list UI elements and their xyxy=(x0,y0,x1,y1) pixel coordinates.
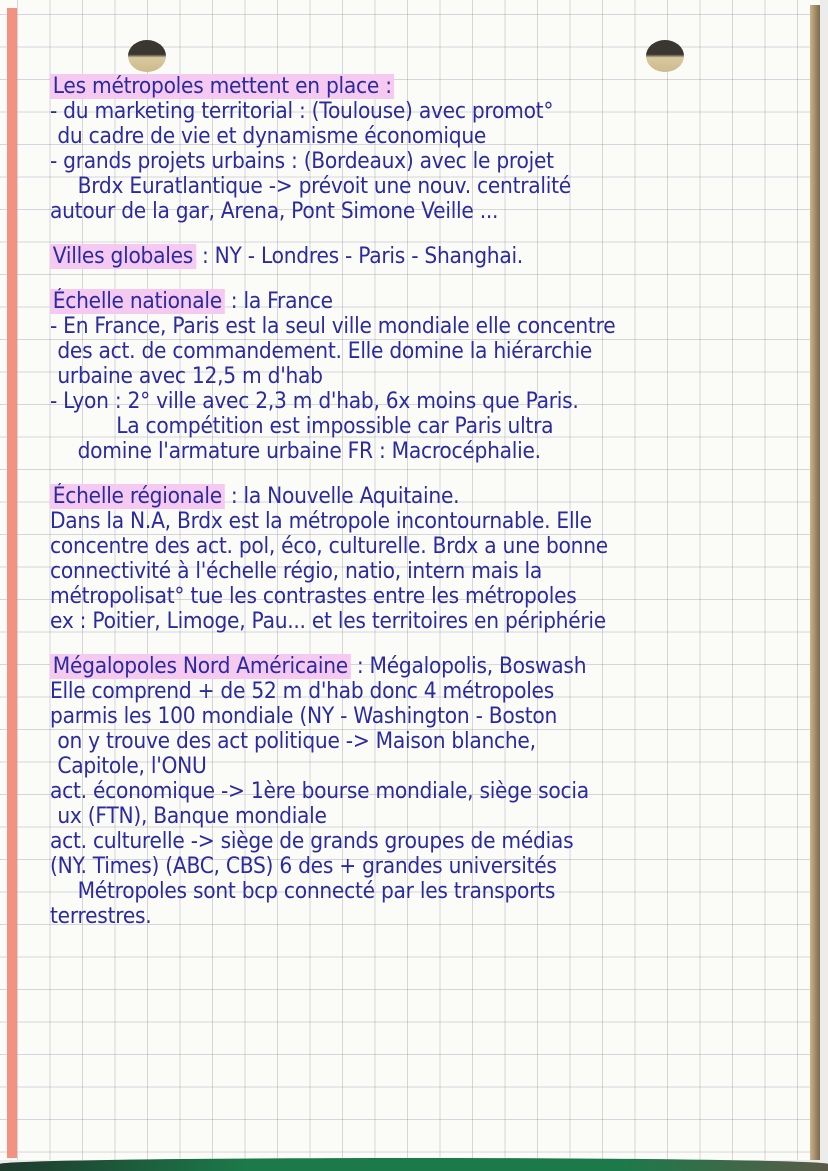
note-line: Elle comprend + de 52 m d'hab donc 4 métropoles xyxy=(50,679,555,704)
note-line: on y trouve des act politique -> Maison blanche, xyxy=(57,729,536,754)
note-line: Dans la N.A, Brdx est la métropole incontournable. Elle xyxy=(50,509,592,534)
note-line: Brdx Euratlantique -> prévoit une nouv. centralité xyxy=(77,174,571,199)
note-line: des act. de commandement. Elle domine la hiérarchie xyxy=(57,339,593,364)
note-line: connectivité à l'échelle régio, natio, intern mais la xyxy=(50,559,543,584)
punch-hole-left xyxy=(128,40,166,72)
punch-hole-right xyxy=(646,40,684,72)
intro-title xyxy=(50,74,760,99)
note-line: - du marketing territorial : (Toulouse) avec promot° xyxy=(50,99,554,124)
note-line: Métropoles sont bcp connecté par les transports xyxy=(77,879,556,904)
handwritten-notes xyxy=(50,74,822,929)
highlight: Les métropoles mettent en place : xyxy=(50,74,395,99)
heading-highlight: Villes globales xyxy=(50,244,196,269)
heading-highlight: Mégalopoles Nord Américaine xyxy=(50,654,351,679)
note-line: - grands projets urbains : (Bordeaux) avec le projet xyxy=(50,149,554,174)
note-line: ex : Poitier, Limoge, Pau... et les territoires en périphérie xyxy=(50,609,606,634)
note-line: parmis les 100 mondiale (NY - Washington - Boston xyxy=(50,704,558,729)
note-line: urbaine avec 12,5 m d'hab xyxy=(57,364,323,389)
note-line: - En France, Paris est la seul ville mondiale elle concentre xyxy=(50,314,616,339)
note-line: ux (FTN), Banque mondiale xyxy=(57,804,327,829)
national-heading: Échelle nationale : la France xyxy=(50,289,760,314)
note-line: domine l'armature urbaine FR : Macrocéphalie. xyxy=(77,439,541,464)
note-line: concentre des act. pol, éco, culturelle. Brdx a une bonne xyxy=(50,534,608,559)
note-line: - Lyon : 2° ville avec 2,3 m d'hab, 6x moins que Paris. xyxy=(50,389,579,414)
note-line: métropolisat° tue les contrastes entre les métropoles xyxy=(50,584,577,609)
heading-highlight: Échelle nationale xyxy=(50,289,225,314)
note-line: act. culturelle -> siège de grands groupes de médias xyxy=(50,829,574,854)
regional-heading: Échelle régionale : la Nouvelle Aquitaine. xyxy=(50,484,760,509)
note-line: autour de la gar, Arena, Pont Simone Veille ... xyxy=(50,199,499,224)
heading-highlight: Échelle régionale xyxy=(50,484,225,509)
surface-below-page xyxy=(0,1158,828,1171)
note-line: terrestres. xyxy=(50,904,152,929)
megalopolis-heading: Mégalopoles Nord Américaine : Mégalopolis, Boswash xyxy=(50,654,760,679)
global-cities-list: : NY - Londres - Paris - Shanghai. xyxy=(195,244,523,269)
note-line: La compétition est impossible car Paris ultra xyxy=(116,414,554,439)
note-line: Capitole, l'ONU xyxy=(57,754,207,779)
global-cities-line xyxy=(50,244,760,269)
margin-line xyxy=(7,8,17,1158)
note-line: (NY. Times) (ABC, CBS) 6 des + grandes universités xyxy=(50,854,557,879)
note-line: act. économique -> 1ère bourse mondiale, siège socia xyxy=(50,779,589,804)
note-line: du cadre de vie et dynamisme économique xyxy=(57,124,487,149)
